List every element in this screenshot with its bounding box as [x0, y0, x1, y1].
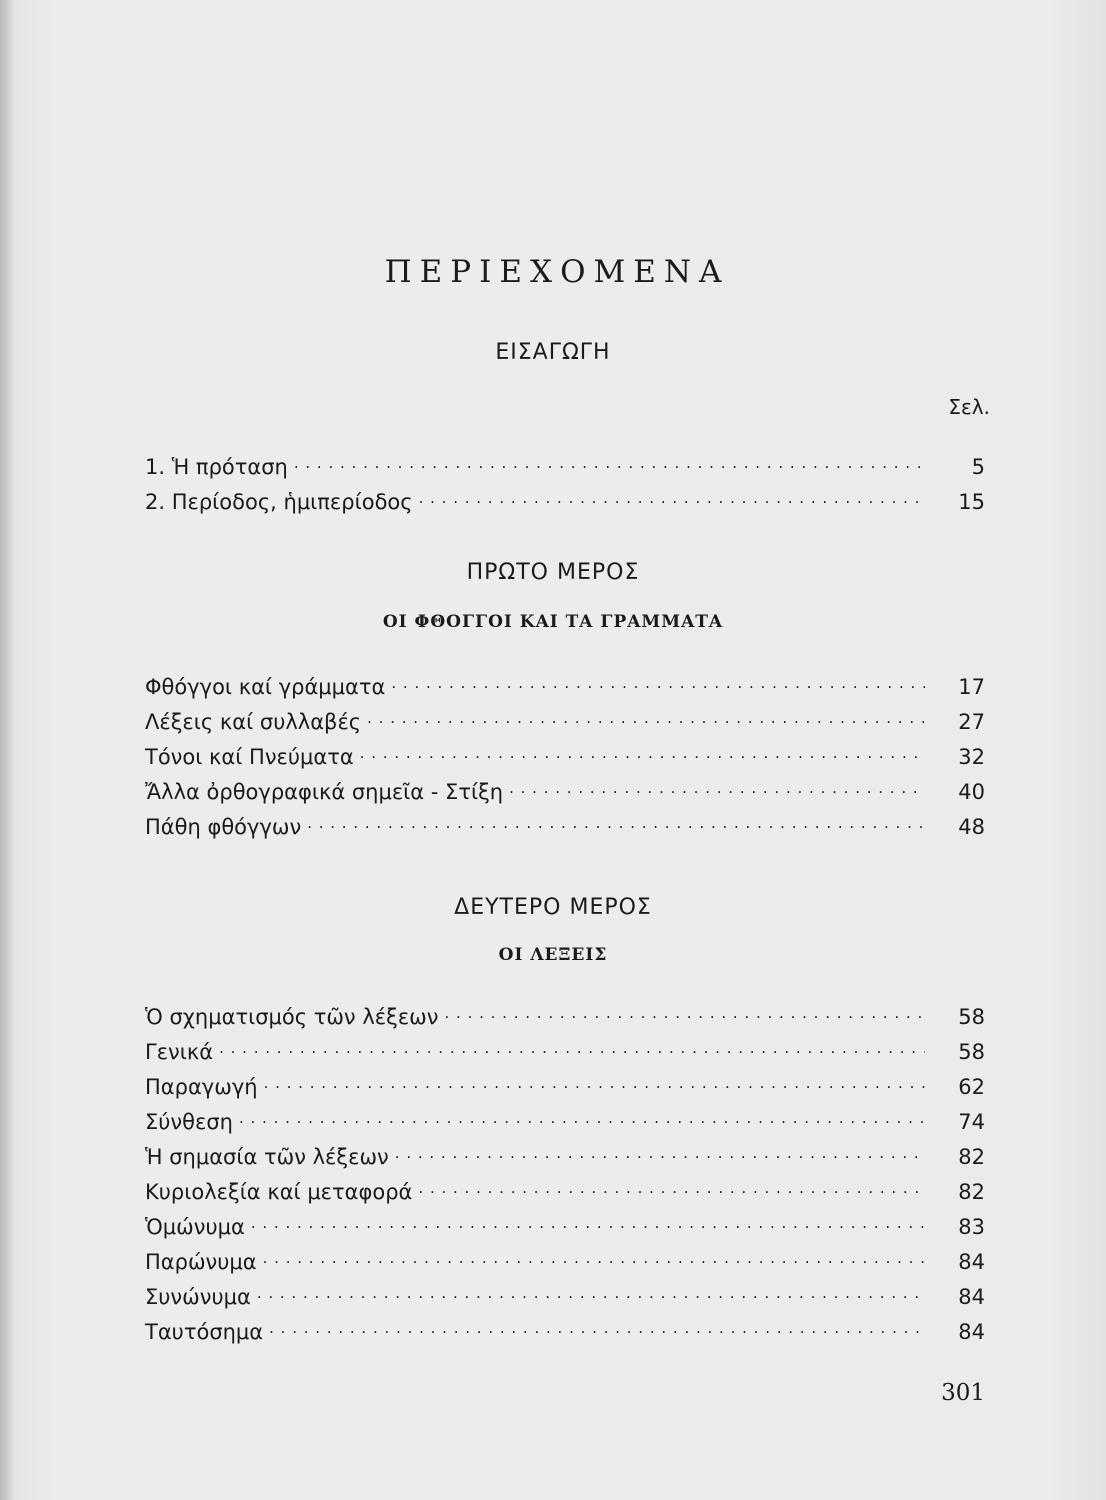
part-two-heading: ΔΕΥΤΕΡΟ ΜΕΡΟΣ: [454, 895, 652, 920]
toc-entry[interactable]: [145, 773, 985, 808]
dot-leader: [257, 1278, 925, 1304]
toc-entry-page: 83: [958, 1215, 985, 1239]
toc-entry[interactable]: [145, 1313, 985, 1348]
toc-entry-label: Κυριολεξία καί μεταφορά: [145, 1180, 413, 1204]
dot-leader: [263, 1243, 925, 1269]
toc-entry-page: 17: [958, 675, 985, 699]
toc-entry-page: 74: [958, 1110, 985, 1134]
toc-entry-page: 62: [958, 1075, 985, 1099]
toc-entry[interactable]: [145, 1208, 985, 1243]
dot-leader: [367, 703, 925, 729]
toc-entry-page: 84: [958, 1285, 985, 1309]
toc-entry-label: Παραγωγή: [145, 1075, 258, 1099]
dot-leader: [419, 483, 925, 509]
toc-entry-label: Ἡ σημασία τῶν λέξεων: [145, 1145, 389, 1169]
page-spine-shadow: [0, 0, 14, 1500]
dot-leader: [445, 998, 926, 1024]
page-number: 301: [941, 1380, 985, 1406]
toc-entry[interactable]: [145, 1033, 985, 1068]
dot-leader: [395, 1138, 925, 1164]
toc-entry-label: Ἄλλα ὀρθογραφικά σημεῖα - Στίξη: [145, 780, 504, 804]
toc-entry-page: 84: [958, 1250, 985, 1274]
toc-entry-label: Τόνοι καί Πνεύματα: [145, 745, 354, 769]
toc-entry-page: 32: [958, 745, 985, 769]
dot-leader: [269, 1313, 925, 1339]
dot-leader: [360, 738, 925, 764]
toc-entry[interactable]: [145, 1068, 985, 1103]
part-two-subheading: ΟΙ ΛΕΞΕΙΣ: [498, 945, 608, 965]
toc-entry-page: 82: [958, 1180, 985, 1204]
toc-entry-label: Συνώνυμα: [145, 1285, 251, 1309]
introduction-heading: ΕΙΣΑΓΩΓΗ: [495, 340, 611, 365]
toc-entry[interactable]: [145, 998, 985, 1033]
toc-entry[interactable]: [145, 1103, 985, 1138]
toc-entry-page: 58: [958, 1005, 985, 1029]
dot-leader: [509, 773, 925, 799]
toc-entry[interactable]: [145, 668, 985, 703]
dot-leader: [391, 668, 925, 694]
part-one-heading: ΠΡΩΤΟ ΜΕΡΟΣ: [466, 560, 640, 585]
part-two-toc: [145, 998, 985, 1348]
toc-entry[interactable]: [145, 448, 985, 483]
page-title: ΠΕΡΙΕΧΟΜΕΝΑ: [384, 254, 730, 290]
toc-entry[interactable]: [145, 808, 985, 843]
dot-leader: [264, 1068, 925, 1094]
toc-entry-label: Φθόγγοι καί γράμματα: [145, 675, 386, 699]
toc-entry-page: 84: [958, 1320, 985, 1344]
toc-entry-page: 40: [958, 780, 985, 804]
toc-entry[interactable]: [145, 1243, 985, 1278]
toc-entry-page: 5: [971, 455, 985, 479]
toc-entry-label: Ὁ σχηματισμός τῶν λέξεων: [145, 1005, 439, 1029]
toc-entry-label: Παρώνυμα: [145, 1250, 257, 1274]
toc-entry-label: 2. Περίοδος, ἡμιπερίοδος: [145, 490, 413, 514]
toc-entry-label: Πάθη φθόγγων: [145, 815, 302, 839]
dot-leader: [239, 1103, 925, 1129]
toc-entry[interactable]: [145, 738, 985, 773]
toc-entry-label: Ὁμώνυμα: [145, 1215, 245, 1239]
toc-entry-page: 58: [958, 1040, 985, 1064]
toc-entry-page: 15: [958, 490, 985, 514]
part-one-subheading: ΟΙ ΦΘΟΓΓΟΙ ΚΑΙ ΤΑ ΓΡΑΜΜΑΤΑ: [382, 612, 724, 632]
toc-entry-page: 27: [958, 710, 985, 734]
toc-entry-label: Γενικά: [145, 1040, 214, 1064]
dot-leader: [219, 1033, 925, 1059]
toc-entry-label: Ταυτόσημα: [145, 1320, 264, 1344]
part-one-toc: [145, 668, 985, 843]
dot-leader: [307, 808, 925, 834]
page-column-header: Σελ.: [948, 395, 990, 419]
dot-leader: [418, 1173, 925, 1199]
introduction-toc: [145, 448, 985, 518]
toc-entry[interactable]: [145, 483, 985, 518]
toc-entry[interactable]: [145, 1138, 985, 1173]
dot-leader: [251, 1208, 925, 1234]
dot-leader: [294, 448, 925, 474]
toc-entry-page: 48: [958, 815, 985, 839]
toc-entry[interactable]: [145, 703, 985, 738]
toc-entry-page: 82: [958, 1145, 985, 1169]
toc-entry-label: Λέξεις καί συλλαβές: [145, 710, 362, 734]
toc-entry-label: Σύνθεση: [145, 1110, 233, 1134]
toc-entry[interactable]: [145, 1278, 985, 1313]
toc-entry-label: 1. Ἡ πρόταση: [145, 455, 288, 479]
toc-entry[interactable]: [145, 1173, 985, 1208]
